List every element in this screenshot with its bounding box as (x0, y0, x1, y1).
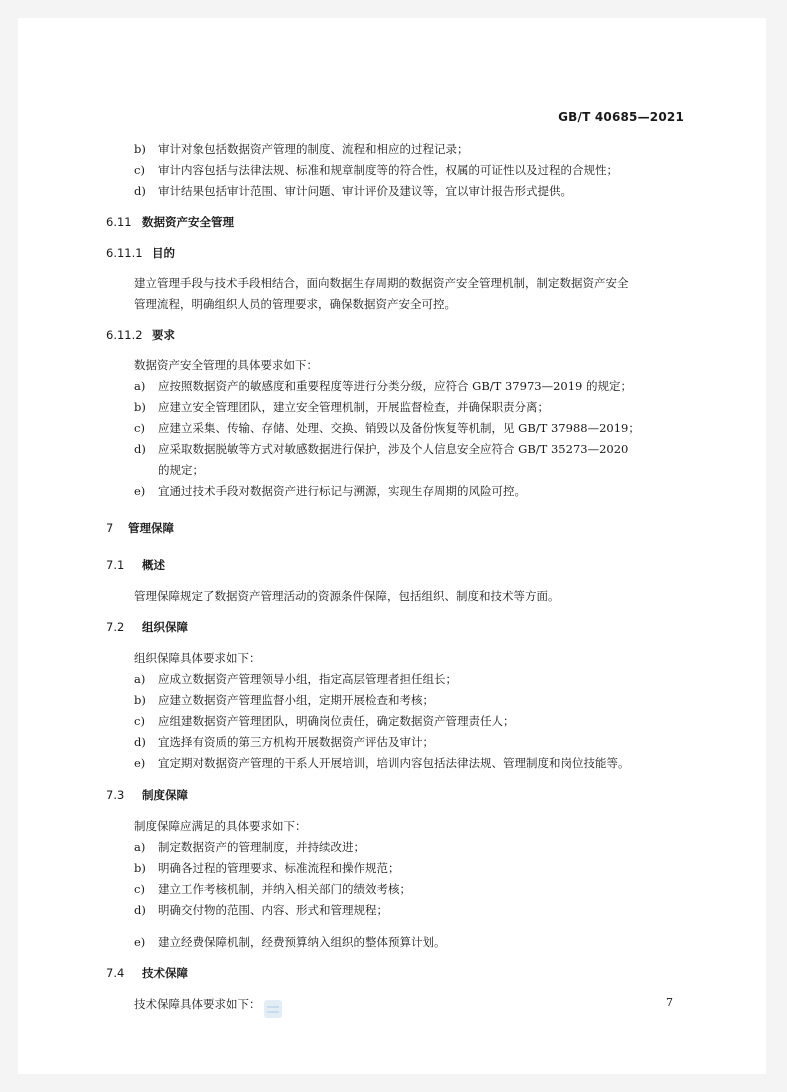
list-item-text: 应建立采集、传输、存储、处理、交换、销毁以及备份恢复等机制，见 GB/T 37988—2019； (158, 421, 640, 435)
section-number: 7.3 (106, 788, 125, 802)
section-title: 要求 (152, 328, 175, 342)
list-item-text: 宜通过技术手段对数据资产进行标记与溯源，实现生存周期的风险可控。 (158, 484, 526, 498)
list-item-text: 应成立数据资产管理领导小组，指定高层管理者担任组长； (158, 672, 457, 686)
list-item-label: c) (134, 882, 145, 896)
list-item-label: e) (134, 484, 146, 498)
page-number: 7 (666, 996, 673, 1009)
paragraph-line: 管理保障规定了数据资产管理活动的资源条件保障，包括组织、制度和技术等方面。 (134, 589, 560, 603)
list-item (134, 484, 526, 498)
list-item (134, 421, 640, 435)
section-number: 6.11.1 (106, 246, 143, 260)
section-heading (106, 620, 188, 634)
list-item-text: 制定数据资产的管理制度，并持续改进； (158, 840, 365, 854)
list-item-text: 明确各过程的管理要求、标准流程和操作规范； (158, 861, 400, 875)
list-item-label: b) (134, 693, 146, 707)
section-title: 技术保障 (142, 966, 188, 980)
list-item-text: 应建立数据资产管理监督小组，定期开展检查和考核； (158, 693, 434, 707)
list-item-label: d) (134, 903, 146, 917)
section-title: 管理保障 (128, 521, 174, 535)
list-item-label: d) (134, 735, 146, 749)
list-item-label: b) (134, 400, 146, 414)
list-item (134, 714, 515, 728)
list-item-text: 应建立安全管理团队，建立安全管理机制，开展监督检查，并确保职责分离； (158, 400, 549, 414)
list-item-text: 的规定； (158, 463, 204, 477)
list-item-text: 应按照数据资产的敏感度和重要程度等进行分类分级，应符合 GB/T 37973—2019 的规定； (158, 379, 632, 393)
section-title: 目的 (152, 246, 175, 260)
section-number: 7.1 (106, 558, 125, 572)
list-item-label: c) (134, 714, 145, 728)
paragraph-line: 数据资产安全管理的具体要求如下： (134, 358, 318, 372)
list-item (134, 184, 572, 198)
paragraph-line: 技术保障具体要求如下： (134, 997, 261, 1011)
list-item (134, 935, 446, 949)
list-item (134, 756, 630, 770)
list-item (134, 142, 469, 156)
list-item (134, 400, 549, 414)
section-number: 6.11.2 (106, 328, 143, 342)
section-heading (106, 558, 165, 572)
section-number: 6.11 (106, 215, 132, 229)
list-item-label: a) (134, 672, 146, 686)
list-item (134, 840, 365, 854)
list-item (134, 442, 628, 456)
list-item (134, 735, 434, 749)
list-item-text: 宜定期对数据资产管理的干系人开展培训，培训内容包括法律法规、管理制度和岗位技能等。 (158, 756, 630, 770)
list-item (134, 882, 411, 896)
list-item-text: 审计对象包括数据资产管理的制度、流程和相应的过程记录； (158, 142, 469, 156)
list-item-text: 建立工作考核机制，并纳入相关部门的绩效考核； (158, 882, 411, 896)
list-item-label: b) (134, 861, 146, 875)
list-item (134, 903, 388, 917)
paragraph-line: 组织保障具体要求如下： (134, 651, 261, 665)
section-heading (106, 328, 175, 342)
list-item-label: a) (134, 840, 146, 854)
section-heading (106, 966, 188, 980)
list-item-label: b) (134, 142, 146, 156)
list-item-text: 宜选择有资质的第三方机构开展数据资产评估及审计； (158, 735, 434, 749)
list-item-text: 建立经费保障机制，经费预算纳入组织的整体预算计划。 (158, 935, 446, 949)
section-heading (106, 246, 175, 260)
list-item-text: 应采取数据脱敏等方式对敏感数据进行保护，涉及个人信息安全应符合 GB/T 35273—2020 (158, 442, 629, 456)
list-item-text: 审计内容包括与法律法规、标准和规章制度等的符合性，权属的可证性以及过程的合规性； (158, 163, 618, 177)
list-item-label: c) (134, 421, 145, 435)
list-item (134, 861, 400, 875)
standard-code: GB/T 40685—2021 (558, 110, 684, 124)
list-item (134, 693, 434, 707)
list-item-label: d) (134, 442, 146, 456)
section-heading (106, 521, 174, 535)
paragraph-line: 建立管理手段与技术手段相结合，面向数据生存周期的数据资产安全管理机制，制定数据资产安全 (134, 276, 629, 290)
paragraph-line: 制度保障应满足的具体要求如下： (134, 819, 307, 833)
list-item (134, 672, 457, 686)
section-title: 数据资产安全管理 (142, 215, 234, 229)
section-number: 7.4 (106, 966, 125, 980)
document-page (18, 18, 766, 1074)
list-item-label: a) (134, 379, 146, 393)
list-item-label: e) (134, 756, 146, 770)
list-item-label: d) (134, 184, 146, 198)
paragraph-line: 管理流程，明确组织人员的管理要求，确保数据资产安全可控。 (134, 297, 456, 311)
list-item-text: 审计结果包括审计范围、审计问题、审计评价及建议等，宜以审计报告形式提供。 (158, 184, 572, 198)
section-heading (106, 215, 234, 229)
list-item-text: 明确交付物的范围、内容、形式和管理规程； (158, 903, 388, 917)
list-item (134, 163, 618, 177)
list-item (134, 463, 204, 477)
section-title: 组织保障 (142, 620, 188, 634)
list-item-label: c) (134, 163, 145, 177)
section-title: 概述 (142, 558, 165, 572)
list-item-label: e) (134, 935, 146, 949)
list-item-text: 应组建数据资产管理团队，明确岗位责任，确定数据资产管理责任人； (158, 714, 515, 728)
section-heading (106, 788, 188, 802)
section-number: 7 (106, 521, 114, 535)
watermark-stamp-icon (264, 1000, 282, 1018)
section-number: 7.2 (106, 620, 125, 634)
list-item (134, 379, 632, 393)
section-title: 制度保障 (142, 788, 188, 802)
